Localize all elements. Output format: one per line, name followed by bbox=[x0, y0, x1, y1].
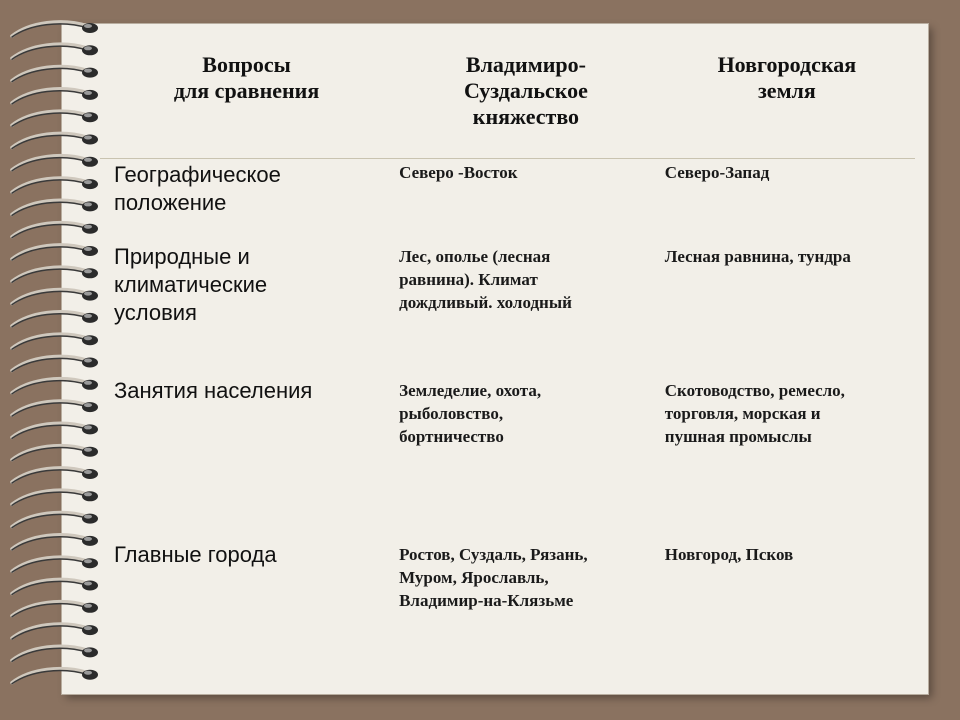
spiral-ring bbox=[12, 356, 98, 371]
spiral-ring bbox=[12, 513, 98, 528]
row-vladimir-answer: Северо -Восток bbox=[399, 163, 518, 182]
spiral-ring bbox=[12, 669, 98, 684]
table-row bbox=[100, 241, 915, 375]
header-questions: Вопросы для сравнения bbox=[100, 30, 393, 159]
spiral-ring bbox=[12, 223, 98, 238]
table-header-row bbox=[100, 30, 915, 159]
spiral-ring bbox=[12, 267, 98, 282]
spiral-ring bbox=[12, 312, 98, 327]
spiral-ring bbox=[12, 22, 98, 37]
spiral-ring bbox=[12, 133, 98, 148]
row-question: Занятия населения bbox=[114, 378, 313, 403]
comparison-table bbox=[100, 30, 915, 693]
table-row bbox=[100, 539, 915, 693]
spiral-ring bbox=[12, 423, 98, 438]
spiral-ring bbox=[12, 290, 98, 305]
row-question: Главные города bbox=[114, 542, 277, 567]
row-novgorod-answer: Скотоводство, ремесло, торговля, морская и пушная промыслы bbox=[664, 381, 845, 446]
spiral-ring bbox=[12, 44, 98, 59]
spiral-ring bbox=[12, 67, 98, 82]
table-row bbox=[100, 375, 915, 539]
spiral-ring bbox=[12, 200, 98, 215]
spiral-ring bbox=[12, 446, 98, 461]
spiral-ring bbox=[12, 245, 98, 260]
spiral-ring bbox=[12, 557, 98, 572]
row-novgorod-answer: Северо-Запад bbox=[664, 163, 770, 182]
spiral-ring bbox=[12, 178, 98, 193]
header-vladimir-suzdal: Владимиро- Суздальское княжество bbox=[393, 30, 659, 159]
spiral-ring bbox=[12, 602, 98, 617]
row-vladimir-answer: Лес, ополье (лесная равнина). Климат дождливый. холодный bbox=[399, 247, 572, 312]
spiral-ring bbox=[12, 535, 98, 550]
spiral-ring bbox=[12, 89, 98, 104]
spiral-ring bbox=[12, 490, 98, 505]
row-question: Природные и климатические условия bbox=[114, 244, 268, 325]
row-novgorod-answer: Лесная равнина, тундра bbox=[664, 247, 851, 266]
spiral-ring bbox=[12, 646, 98, 661]
spiral-ring bbox=[12, 111, 98, 126]
row-vladimir-answer: Ростов, Суздаль, Рязань, Муром, Ярославль, Владимир-на-Клязьме bbox=[399, 545, 588, 610]
row-vladimir-answer: Земледелие, охота, рыболовство, бортничество bbox=[399, 381, 542, 446]
spiral-ring bbox=[12, 579, 98, 594]
header-novgorod: Новгородская земля bbox=[659, 30, 915, 159]
spiral-ring bbox=[12, 401, 98, 416]
spiral-ring bbox=[12, 379, 98, 394]
spiral-ring bbox=[12, 156, 98, 171]
spiral-ring bbox=[12, 624, 98, 639]
row-novgorod-answer: Новгород, Псков bbox=[664, 545, 794, 564]
spiral-ring bbox=[12, 334, 98, 349]
spiral-ring bbox=[12, 468, 98, 483]
row-question: Географическое положение bbox=[114, 162, 281, 215]
spiral-binding bbox=[0, 0, 110, 720]
table-row bbox=[100, 159, 915, 242]
